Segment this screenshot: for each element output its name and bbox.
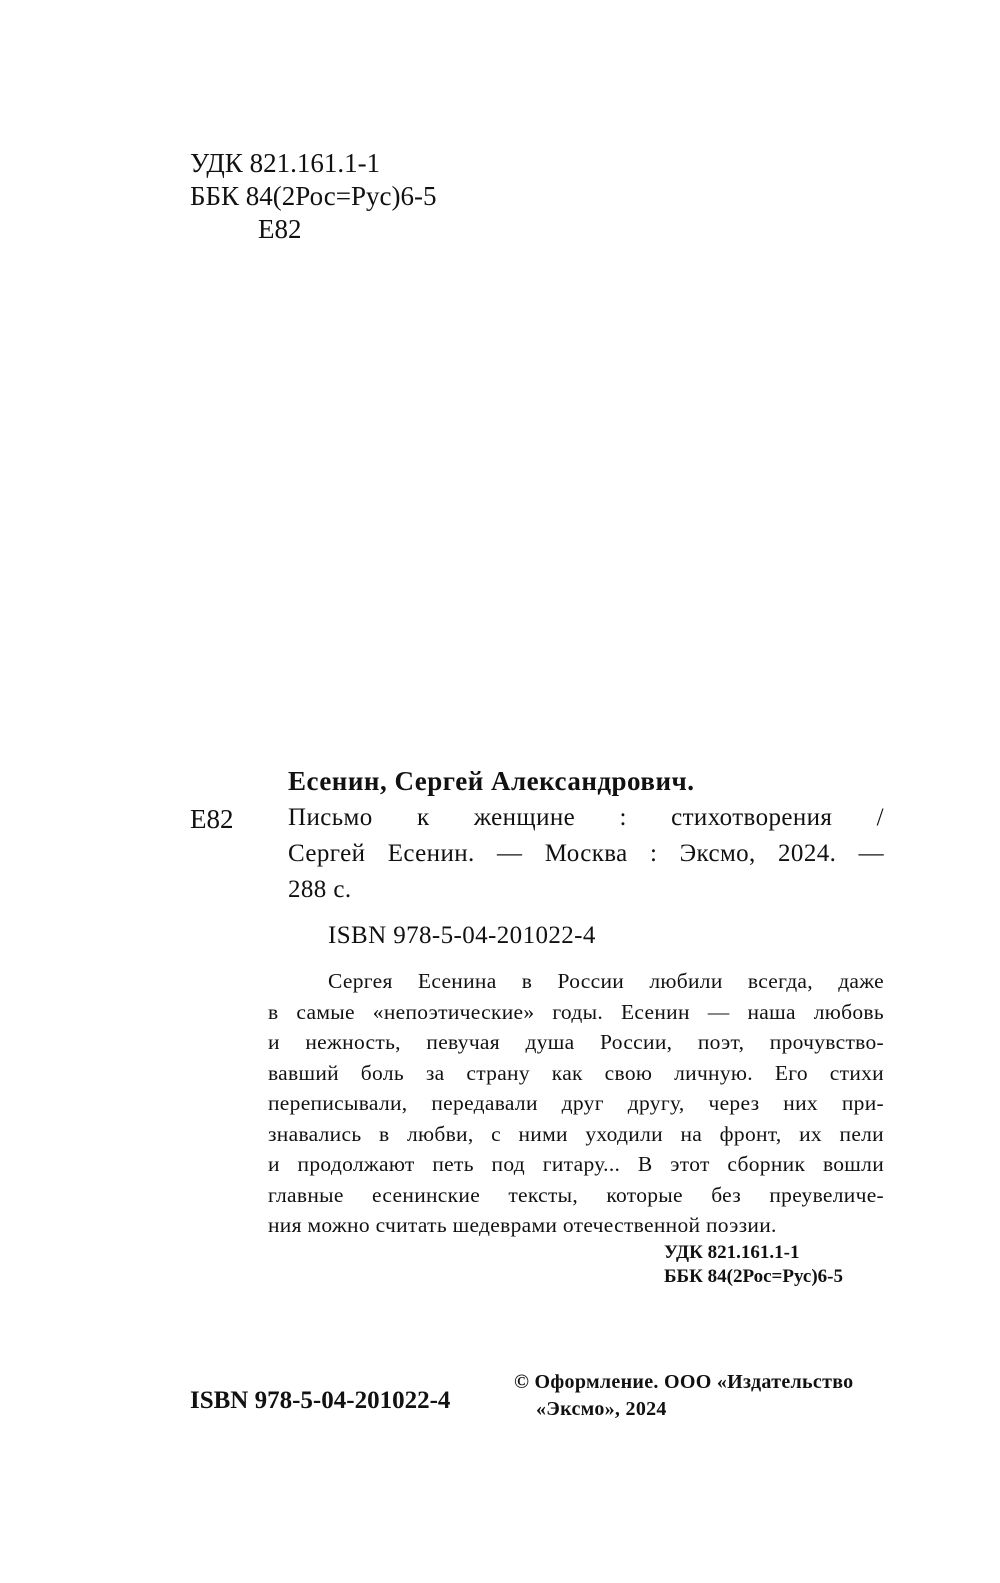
title-line-2: Сергей Есенин. — Москва : Эксмо, 2024. — bbox=[288, 840, 884, 867]
annotation-line: главные есенинские тексты, которые без преувеличе- bbox=[268, 1182, 884, 1207]
bbk-code: ББК 84(2Рос=Рус)6-5 bbox=[190, 181, 437, 211]
record-isbn: ISBN 978-5-04-201022-4 bbox=[328, 922, 596, 949]
footer-isbn: ISBN 978-5-04-201022-4 bbox=[190, 1387, 451, 1414]
title-line-3: 288 с. bbox=[288, 876, 352, 903]
annotation bbox=[268, 966, 884, 1241]
record-author-mark: Е82 bbox=[190, 804, 234, 834]
title-line-1: Письмо к женщине : стихотворения / bbox=[288, 804, 884, 831]
annotation-line: в самые «непоэтические» годы. Есенин — наша любовь bbox=[268, 999, 884, 1024]
annotation-line: ния можно считать шедеврами отечественной поэзии. bbox=[268, 1213, 777, 1237]
record-udk: УДК 821.161.1-1 bbox=[664, 1242, 800, 1263]
author-name: Есенин, Сергей Александрович. bbox=[288, 766, 695, 796]
copyright-line-1: © Оформление. ООО «Издательство bbox=[514, 1371, 854, 1393]
author-mark: Е82 bbox=[258, 214, 302, 244]
annotation-line: вавший боль за страну как свою личную. Его стихи bbox=[268, 1060, 884, 1085]
udk-code: УДК 821.161.1-1 bbox=[190, 148, 381, 178]
annotation-line: и продолжают петь под гитару... В этот сборник вошли bbox=[268, 1152, 884, 1176]
copyright-line-2: «Эксмо», 2024 bbox=[536, 1398, 667, 1420]
record-bbk: ББК 84(2Рос=Рус)6-5 bbox=[664, 1266, 843, 1287]
annotation-line: и нежность, певучая душа России, поэт, прочувство- bbox=[268, 1030, 884, 1054]
annotation-line: Сергея Есенина в России любили всегда, даже bbox=[328, 969, 884, 993]
annotation-line: знавались в любви, с ними уходили на фронт, их пели bbox=[268, 1121, 884, 1146]
annotation-line: переписывали, передавали друг другу, через них при- bbox=[268, 1091, 884, 1115]
